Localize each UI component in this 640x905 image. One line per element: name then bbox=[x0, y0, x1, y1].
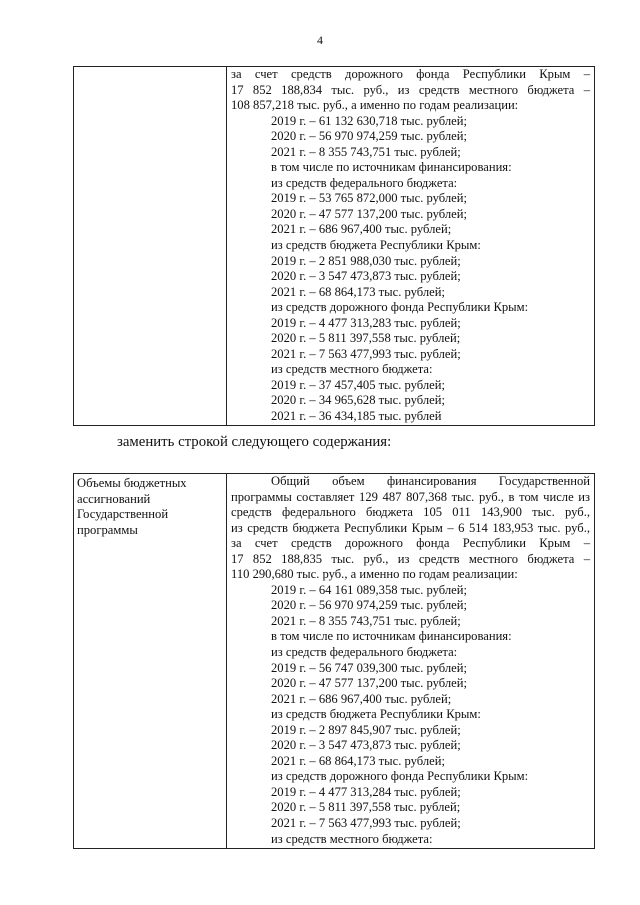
table2-line: за счет средств дорожного фонда Республики Крым – bbox=[231, 536, 590, 551]
table1-line: из средств бюджета Республики Крым: bbox=[271, 238, 481, 253]
table2-line: 2019 г. – 4 477 313,284 тыс. рублей; bbox=[271, 784, 461, 799]
table2-line: из средств бюджета Республики Крым: bbox=[271, 707, 481, 722]
table2-line: 2021 г. – 7 563 477,993 тыс. рублей; bbox=[271, 816, 461, 831]
table1-line: за счет средств дорожного фонда Республики Крым – bbox=[231, 67, 590, 81]
table1-line: из средств дорожного фонда Республики Крым: bbox=[271, 300, 529, 315]
table2-line: 2021 г. – 8 355 743,751 тыс. рублей; bbox=[271, 613, 461, 628]
new-version-table bbox=[73, 473, 595, 849]
table2-line: 17 852 188,835 тыс. руб., из средств местного бюджета – bbox=[231, 551, 590, 566]
table1-line: 2021 г. – 7 563 477,993 тыс. рублей; bbox=[271, 346, 461, 361]
heading-line: Государственной bbox=[77, 507, 169, 522]
table2-line: из средств федерального бюджета: bbox=[271, 645, 458, 660]
table1-right-cell bbox=[227, 67, 595, 426]
table1-line: 2019 г. – 4 477 313,283 тыс. рублей; bbox=[271, 315, 461, 330]
table2-line: 2020 г. – 5 811 397,558 тыс. рублей; bbox=[271, 800, 461, 815]
table2-line: из средств дорожного фонда Республики Крым: bbox=[271, 769, 529, 784]
table1-line: из средств местного бюджета: bbox=[271, 362, 433, 377]
table2-line: 2020 г. – 56 970 974,259 тыс. рублей; bbox=[271, 598, 468, 613]
table2-line: из средств местного бюджета: bbox=[271, 831, 433, 846]
table2-line: в том числе по источникам финансирования: bbox=[271, 629, 512, 644]
table2-line: программы составляет 129 487 807,368 тыс. руб., в том числе из bbox=[231, 489, 590, 504]
table1-line: из средств федерального бюджета: bbox=[271, 175, 458, 190]
table2-line: 2020 г. – 47 577 137,200 тыс. рублей; bbox=[271, 676, 468, 691]
table1-line: в том числе по источникам финансирования: bbox=[271, 160, 512, 175]
table1-line: 108 857,218 тыс. руб., а именно по годам реализации: bbox=[231, 98, 519, 113]
heading-line: программы bbox=[77, 522, 138, 537]
table1-line: 2019 г. – 61 132 630,718 тыс. рублей; bbox=[271, 113, 468, 128]
table2-line: из средств бюджета Республики Крым – 6 514 183,953 тыс. руб., bbox=[231, 520, 590, 535]
table1-line: 2020 г. – 5 811 397,558 тыс. рублей; bbox=[271, 331, 461, 346]
table1-line: 2021 г. – 686 967,400 тыс. рублей; bbox=[271, 222, 452, 237]
table1-left-cell bbox=[74, 67, 227, 426]
table1-line: 2019 г. – 53 765 872,000 тыс. рублей; bbox=[271, 191, 468, 206]
table2-line: 2020 г. – 3 547 473,873 тыс. рублей; bbox=[271, 738, 461, 753]
table2-line: 110 290,680 тыс. руб., а именно по годам реализации: bbox=[231, 567, 518, 582]
table1-line: 2021 г. – 36 434,185 тыс. рублей bbox=[271, 409, 442, 424]
table2-line: 2021 г. – 686 967,400 тыс. рублей; bbox=[271, 691, 452, 706]
table2-line: 2019 г. – 64 161 089,358 тыс. рублей; bbox=[271, 582, 468, 597]
table1-line: 2019 г. – 2 851 988,030 тыс. рублей; bbox=[271, 253, 461, 268]
table2-line: 2021 г. – 68 864,173 тыс. рублей; bbox=[271, 753, 445, 768]
heading-line: ассигнований bbox=[77, 491, 151, 506]
table1-line: 2020 г. – 3 547 473,873 тыс. рублей; bbox=[271, 269, 461, 284]
table1-line: 2020 г. – 56 970 974,259 тыс. рублей; bbox=[271, 129, 468, 144]
table2-left-cell bbox=[74, 474, 227, 849]
row-heading bbox=[74, 474, 226, 540]
table2-line: средств федерального бюджета 105 011 143,900 тыс. руб., bbox=[231, 505, 590, 520]
table1-line: 2020 г. – 34 965,628 тыс. рублей; bbox=[271, 393, 445, 408]
table2-line: 2019 г. – 2 897 845,907 тыс. рублей; bbox=[271, 722, 461, 737]
previous-version-table bbox=[73, 66, 595, 426]
replace-instruction: заменить строкой следующего содержания: bbox=[117, 434, 392, 450]
table1-line: 2021 г. – 8 355 743,751 тыс. рублей; bbox=[271, 144, 461, 159]
table2-line: 2019 г. – 56 747 039,300 тыс. рублей; bbox=[271, 660, 468, 675]
heading-line: Объемы бюджетных bbox=[77, 476, 187, 490]
table1-line: 2020 г. – 47 577 137,200 тыс. рублей; bbox=[271, 206, 468, 221]
table1-line: 2019 г. – 37 457,405 тыс. рублей; bbox=[271, 377, 445, 392]
table1-line: 17 852 188,834 тыс. руб., из средств местного бюджета – bbox=[231, 82, 590, 97]
table2-line: Общий объем финансирования Государственной bbox=[271, 474, 590, 488]
table2-right-cell bbox=[227, 474, 595, 849]
table1-line: 2021 г. – 68 864,173 тыс. рублей; bbox=[271, 284, 445, 299]
page-number: 4 bbox=[317, 33, 323, 47]
